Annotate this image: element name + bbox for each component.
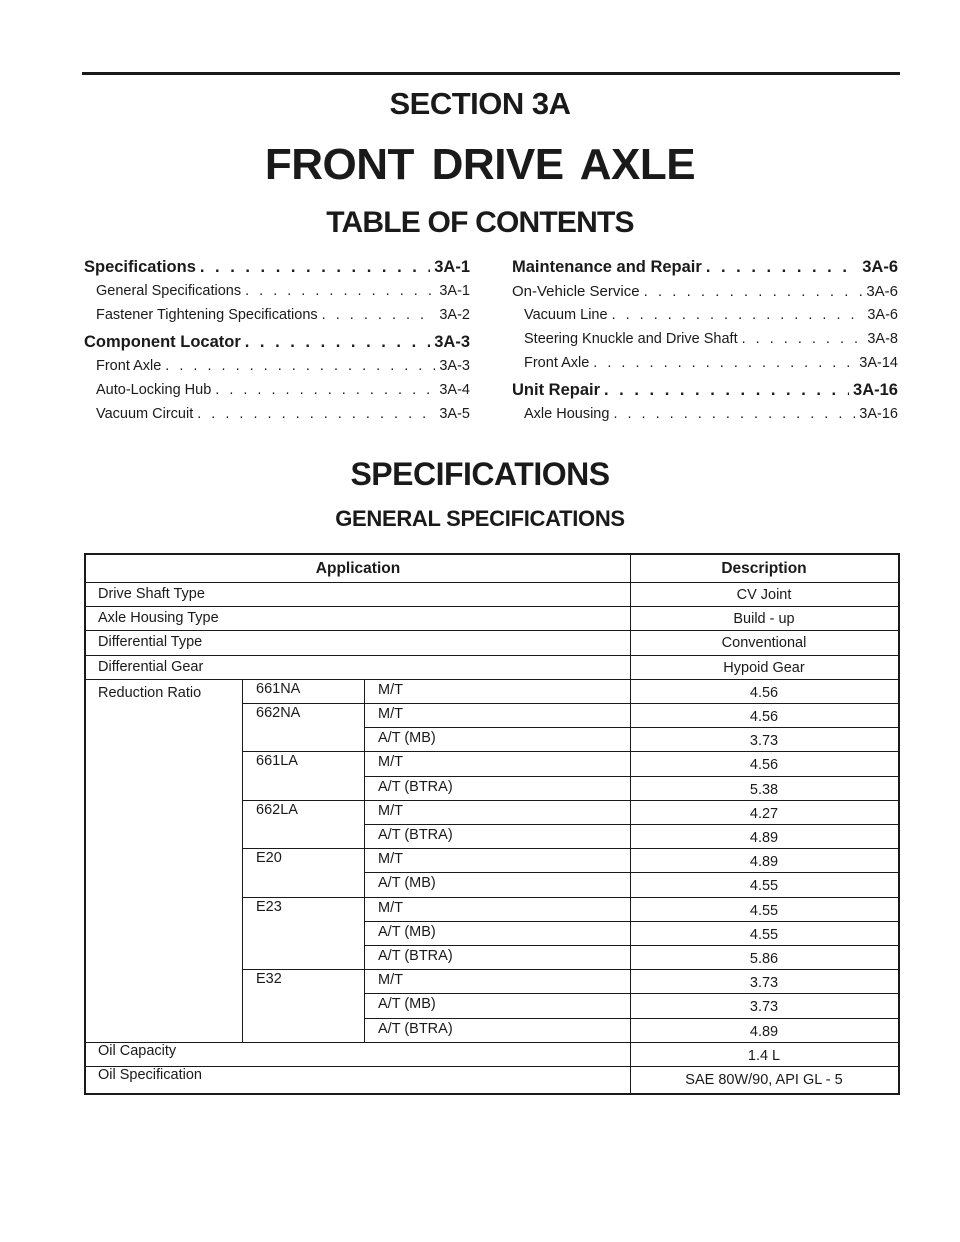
table-rule xyxy=(86,655,898,656)
header-description: Description xyxy=(721,560,807,577)
ratio-cell: 4.56 xyxy=(749,684,779,701)
table-rule xyxy=(242,703,898,704)
description-cell: SAE 80W/90, API GL - 5 xyxy=(685,1072,843,1088)
engine-cell: E20 xyxy=(256,850,282,867)
ratio-cell: 4.27 xyxy=(749,805,779,822)
toc-entry-page: 3A-6 xyxy=(862,258,898,276)
toc-entry-title: Front Axle xyxy=(524,355,590,371)
ratio-cell: 4.89 xyxy=(749,1023,779,1040)
toc-entry[interactable] xyxy=(512,406,898,430)
toc-entry-title: Vacuum Line xyxy=(524,307,608,323)
toc-leader-dots xyxy=(742,331,864,347)
transmission-cell: A/T (MB) xyxy=(378,875,436,892)
toc-entry[interactable] xyxy=(84,307,470,331)
table-rule xyxy=(364,776,898,777)
transmission-cell: M/T xyxy=(378,706,403,722)
description-cell: 1.4 L xyxy=(747,1047,781,1064)
table-rule xyxy=(86,679,898,680)
application-cell: Oil Specification xyxy=(98,1067,202,1083)
table-rule xyxy=(364,824,898,825)
engine-cell: E23 xyxy=(256,898,282,915)
application-cell: Differential Gear xyxy=(98,658,204,675)
toc-entry-page: 3A-16 xyxy=(859,406,898,422)
transmission-cell: M/T xyxy=(378,851,403,868)
transmission-cell: A/T (BTRA) xyxy=(378,778,453,795)
general-specifications-heading: GENERAL SPECIFICATIONS xyxy=(335,506,625,531)
toc-entry-title: Unit Repair xyxy=(512,381,601,399)
toc-entry-page: 3A-2 xyxy=(439,307,470,323)
application-cell: Differential Type xyxy=(98,634,203,651)
transmission-cell: A/T (MB) xyxy=(378,923,436,940)
ratio-cell: 4.56 xyxy=(749,757,779,774)
table-rule xyxy=(242,751,898,752)
toc-entry-title: Fastener Tightening Specifications xyxy=(96,307,318,323)
toc-entry-page: 3A-4 xyxy=(439,382,470,398)
engine-cell: 661LA xyxy=(256,753,298,770)
toc-leader-dots xyxy=(200,258,430,277)
toc-leader-dots xyxy=(613,406,855,422)
application-cell: Oil Capacity xyxy=(98,1042,177,1059)
transmission-cell: A/T (BTRA) xyxy=(378,948,453,964)
transmission-cell: A/T (MB) xyxy=(378,730,436,747)
toc-entry-page: 3A-8 xyxy=(867,331,898,347)
toc-leader-dots xyxy=(604,381,849,400)
toc-leader-dots xyxy=(644,283,863,300)
table-rule xyxy=(242,848,898,849)
ratio-cell: 4.89 xyxy=(749,830,779,846)
toc-entry[interactable] xyxy=(84,382,470,406)
transmission-cell: A/T (BTRA) xyxy=(378,1020,453,1037)
table-rule xyxy=(242,897,898,898)
transmission-cell: M/T xyxy=(378,754,403,771)
transmission-cell: A/T (MB) xyxy=(378,996,436,1013)
toc-leader-dots xyxy=(215,382,435,398)
table-rule xyxy=(364,872,898,873)
toc-entry[interactable] xyxy=(84,358,470,382)
toc-entry-title: Component Locator xyxy=(84,333,241,351)
toc-entry[interactable] xyxy=(84,333,470,358)
toc-entry-page: 3A-6 xyxy=(866,283,898,300)
toc-entry-page: 3A-5 xyxy=(439,406,470,422)
toc-entry-title: Axle Housing xyxy=(524,406,610,422)
toc-entry-title: On-Vehicle Service xyxy=(512,283,640,300)
table-rule xyxy=(86,1042,898,1043)
general-specifications-table xyxy=(84,553,900,1095)
description-cell: Hypoid Gear xyxy=(723,659,805,676)
ratio-cell: 3.73 xyxy=(749,999,779,1016)
toc-entry-title: Front Axle xyxy=(96,358,162,374)
ratio-cell: 4.55 xyxy=(749,878,779,895)
table-rule xyxy=(86,630,898,631)
table-rule xyxy=(364,921,898,922)
description-cell: Build - up xyxy=(733,611,795,628)
toc-entry[interactable] xyxy=(84,283,470,307)
top-rule xyxy=(82,72,900,75)
table-rule xyxy=(86,606,898,607)
transmission-cell: M/T xyxy=(378,899,403,916)
transmission-cell: M/T xyxy=(378,802,403,819)
toc-entry-page: 3A-3 xyxy=(434,333,470,351)
toc-entry-page: 3A-1 xyxy=(434,258,470,276)
toc-entry-page: 3A-6 xyxy=(867,307,898,323)
toc-leader-dots xyxy=(245,283,435,299)
toc-entry-page: 3A-1 xyxy=(439,283,470,299)
toc-leader-dots xyxy=(165,358,435,374)
toc-entry-page: 3A-14 xyxy=(859,355,898,371)
toc-entry[interactable] xyxy=(84,406,470,430)
ratio-cell: 4.56 xyxy=(749,709,779,725)
toc-leader-dots xyxy=(593,355,855,371)
table-rule xyxy=(364,993,898,994)
toc-entry-title: Vacuum Circuit xyxy=(96,406,194,422)
ratio-cell: 4.55 xyxy=(749,902,779,919)
table-rule xyxy=(86,582,898,583)
toc-leader-dots xyxy=(322,307,436,323)
engine-cell: 662LA xyxy=(256,801,298,818)
toc-entry-title: Auto-Locking Hub xyxy=(96,382,212,398)
ratio-cell: 4.89 xyxy=(749,854,779,871)
engine-cell: E32 xyxy=(256,971,282,988)
ratio-cell: 3.73 xyxy=(749,733,779,750)
reduction-ratio-label: Reduction Ratio xyxy=(98,684,202,701)
engine-cell: 661NA xyxy=(256,680,301,697)
transmission-cell: M/T xyxy=(378,972,403,989)
toc-right-column xyxy=(512,256,898,430)
table-rule xyxy=(242,800,898,801)
table-rule xyxy=(242,679,243,1042)
toc-leader-dots xyxy=(197,406,435,422)
toc-entry-title: Specifications xyxy=(84,258,196,276)
engine-cell: 662NA xyxy=(256,705,301,721)
toc-leader-dots xyxy=(706,258,858,277)
ratio-cell: 5.38 xyxy=(749,781,779,798)
toc-entry[interactable] xyxy=(512,381,898,406)
toc-entry-title: Steering Knuckle and Drive Shaft xyxy=(524,331,738,347)
toc-heading: TABLE OF CONTENTS xyxy=(326,206,634,239)
table-rule xyxy=(364,1018,898,1019)
description-cell: Conventional xyxy=(721,635,807,652)
toc-entry[interactable] xyxy=(512,355,898,379)
header-application: Application xyxy=(315,560,401,577)
ratio-cell: 3.73 xyxy=(749,975,779,992)
table-rule xyxy=(242,969,898,970)
specifications-heading: SPECIFICATIONS xyxy=(350,456,610,492)
ratio-cell: 4.55 xyxy=(749,926,779,943)
toc-entry-page: 3A-16 xyxy=(853,381,898,399)
toc-leader-dots xyxy=(612,307,864,323)
section-title: SECTION 3A xyxy=(389,86,571,121)
toc-entry-page: 3A-3 xyxy=(439,358,470,374)
toc-entry-title: General Specifications xyxy=(96,283,242,299)
transmission-cell: A/T (BTRA) xyxy=(378,827,453,843)
table-rule xyxy=(364,945,898,946)
table-rule xyxy=(364,679,365,1042)
toc-entry[interactable] xyxy=(84,258,470,283)
page-title: FRONT DRIVE AXLE xyxy=(264,140,696,189)
toc-entry[interactable] xyxy=(512,283,898,307)
table-rule xyxy=(86,1066,898,1067)
description-cell: CV Joint xyxy=(736,587,792,603)
application-cell: Drive Shaft Type xyxy=(98,586,205,602)
toc-entry[interactable] xyxy=(512,307,898,331)
toc-left-column xyxy=(84,256,470,430)
table-rule xyxy=(364,727,898,728)
toc-entry[interactable] xyxy=(512,258,898,283)
toc-entry-title: Maintenance and Repair xyxy=(512,258,702,276)
ratio-cell: 5.86 xyxy=(749,951,779,967)
application-cell: Axle Housing Type xyxy=(98,610,219,627)
toc-entry[interactable] xyxy=(512,331,898,355)
table-rule xyxy=(630,555,631,1093)
toc-leader-dots xyxy=(245,333,430,352)
transmission-cell: M/T xyxy=(378,681,403,698)
